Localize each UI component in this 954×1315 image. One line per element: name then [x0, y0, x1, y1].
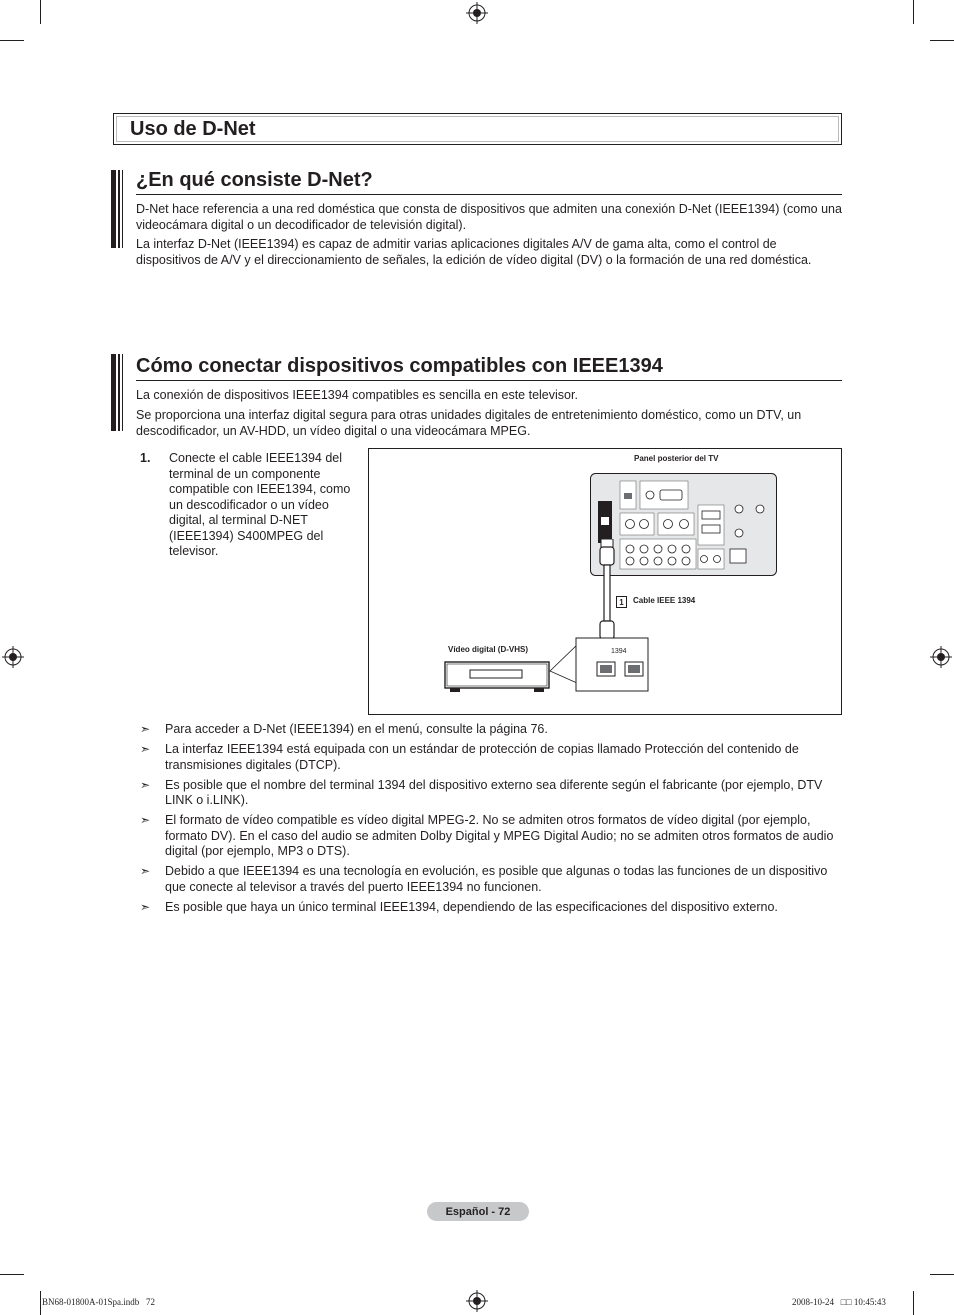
device-label: Vídeo digital (D-VHS) — [448, 645, 528, 654]
registration-mark-icon — [930, 646, 952, 668]
file-slug: BN68-01800A-01Spa.indb 72 — [42, 1297, 155, 1307]
notes-list — [136, 722, 844, 920]
note-text: El formato de vídeo compatible es vídeo digital MPEG-2. No se admiten otros formatos de vídeo digital (por ejemplo, formato DV). En el caso del audio se admiten Dolby Digital y MPEG Digital Audio; no se admiten otros formatos de audio digital (por ejemplo, MP3 o DTS). — [165, 813, 834, 858]
section-heading: Cómo conectar dispositivos compatibles con IEEE1394 — [136, 354, 842, 381]
step-number: 1. — [140, 451, 151, 465]
paragraph: Se proporciona una interfaz digital segura para otras unidades digitales de entretenimiento doméstico, como un DTV, un descodificador, un AV-HDD, un vídeo digital o una videocámara MPEG. — [136, 408, 802, 438]
section-bar — [111, 354, 127, 431]
registration-mark-icon — [466, 2, 488, 24]
note-arrow-icon: ➣ — [140, 864, 151, 878]
cable-label: Cable IEEE 1394 — [633, 596, 696, 605]
page-title: Uso de D-Net — [130, 117, 256, 140]
dvhs-device-illustration — [444, 659, 550, 693]
note-item — [136, 864, 844, 895]
note-text: La interfaz IEEE1394 está equipada con un estándar de protección de copias llamado Protección del contenido de transmisiones digitales (DTCP). — [165, 742, 799, 772]
section-heading: ¿En qué consiste D-Net? — [136, 168, 842, 195]
tv-panel-label: Panel posterior del TV — [634, 454, 719, 463]
crop-mark — [0, 1274, 24, 1275]
crop-mark — [40, 1291, 41, 1315]
note-arrow-icon: ➣ — [140, 777, 151, 792]
note-item — [136, 813, 844, 860]
note-text: Es posible que el nombre del terminal 1394 del dispositivo externo sea diferente según el fabricante (por ejemplo, DTV LINK o i.LINK). — [165, 777, 823, 807]
crop-mark — [930, 1274, 954, 1275]
connection-diagram — [368, 448, 842, 715]
registration-mark-icon — [2, 646, 24, 668]
crop-mark — [0, 40, 24, 41]
note-item — [136, 900, 844, 916]
crop-mark — [930, 40, 954, 41]
registration-mark-icon — [466, 1290, 488, 1312]
paragraph: La conexión de dispositivos IEEE1394 compatibles es sencilla en este televisor. — [136, 388, 578, 402]
ieee1394-cable-illustration — [597, 539, 617, 647]
port-label: 1394 — [611, 648, 627, 655]
tv-rear-panel-illustration — [590, 473, 778, 577]
crop-mark — [913, 1291, 914, 1315]
note-arrow-icon: ➣ — [140, 813, 151, 827]
crop-mark — [913, 0, 914, 24]
paragraph: La interfaz D-Net (IEEE1394) es capaz de admitir varias aplicaciones digitales A/V de gama alta, como el control de dispositivos de A/V y el direccionamiento de señales, la edición de vídeo digital (DV) o la formación de una red doméstica. — [136, 237, 812, 267]
note-arrow-icon: ➣ — [140, 742, 151, 756]
cable-number-badge: 1 — [616, 596, 627, 608]
page-number-badge: Español - 72 — [427, 1202, 529, 1221]
section-bar — [111, 170, 127, 248]
step-text: Conecte el cable IEEE1394 del terminal de un componente compatible con IEEE1394, como un descodificador o un vídeo digital, al terminal D-NET (IEEE1394) S400MPEG del televisor. — [169, 451, 351, 558]
note-item — [136, 778, 844, 809]
note-text: Es posible que haya un único terminal IEEE1394, dependiendo de las especificaciones del dispositivo externo. — [165, 899, 778, 914]
note-item — [136, 722, 844, 738]
print-timestamp: 2008-10-24 □□ 10:45:43 — [792, 1297, 886, 1307]
note-arrow-icon: ➣ — [140, 722, 151, 736]
note-text: Para acceder a D-Net (IEEE1394) en el menú, consulte la página 76. — [165, 722, 548, 736]
note-arrow-icon: ➣ — [140, 899, 151, 914]
crop-mark — [40, 0, 41, 24]
note-item — [136, 742, 844, 773]
port-zoom-callout — [549, 635, 649, 693]
page-title-box — [113, 113, 842, 145]
paragraph: D-Net hace referencia a una red doméstica que consta de dispositivos que admiten una conexión D-Net (IEEE1394) (como una videocámara digital o un decodificador de televisión digital). — [136, 202, 842, 232]
note-text: Debido a que IEEE1394 es una tecnología en evolución, es posible que algunas o todas las funciones de un dispositivo que conecte al televisor a través del puerto IEEE1394 no funcionen. — [165, 864, 828, 894]
